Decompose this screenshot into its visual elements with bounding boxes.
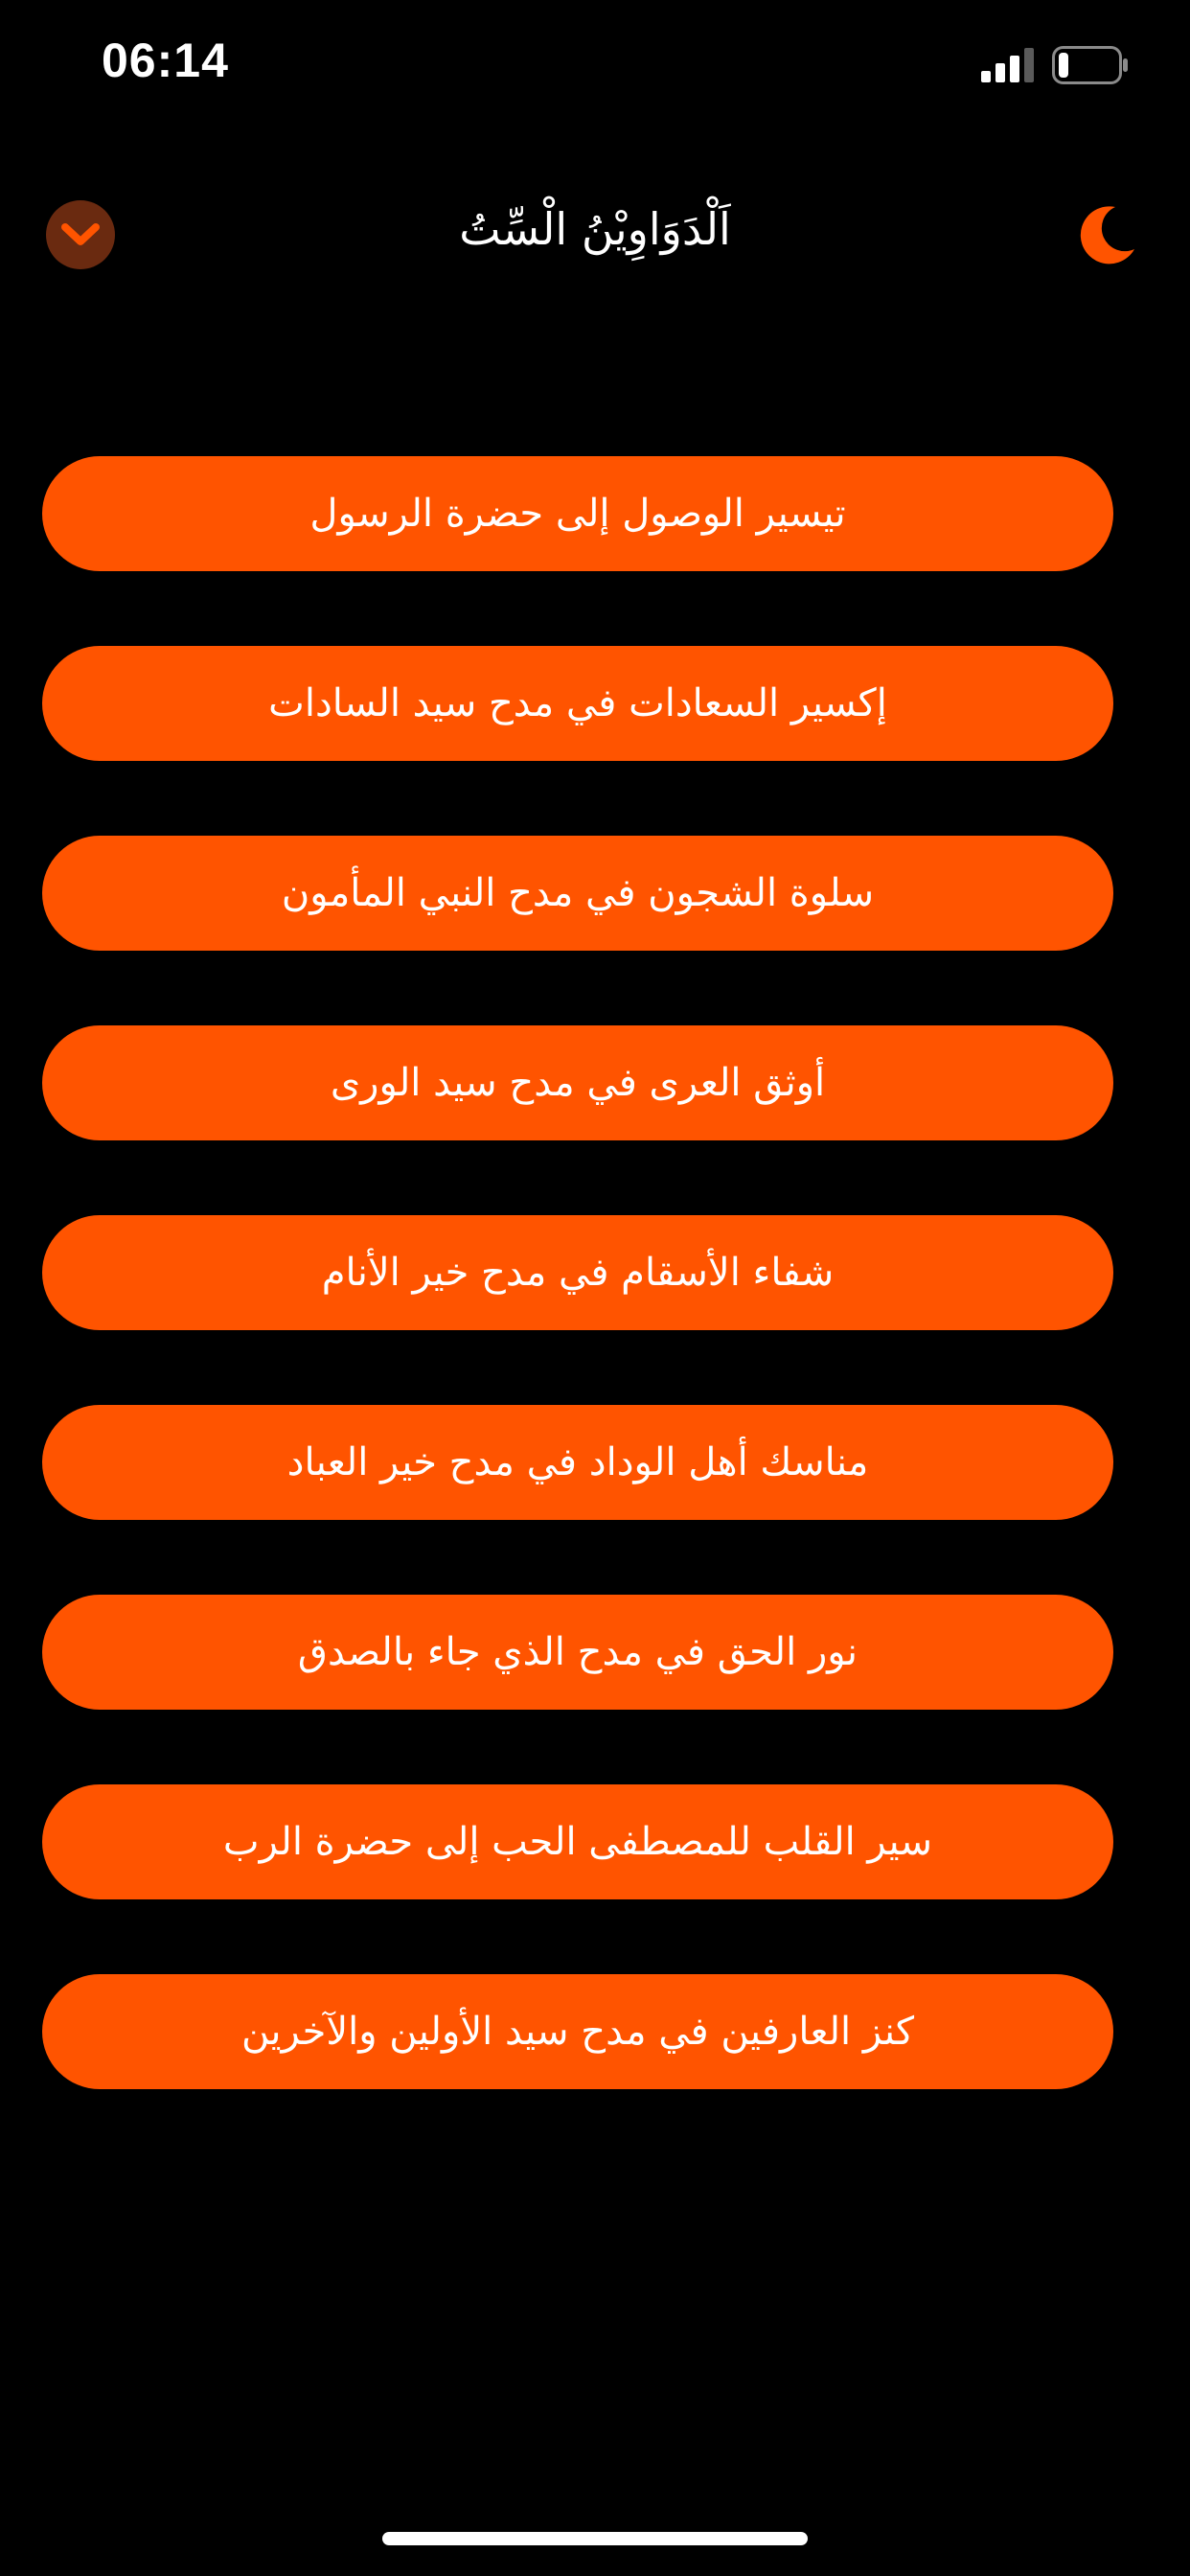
collapse-button[interactable] [46,200,115,269]
divan-label: شفاء الأسقام في مدح خير الأنام [321,1251,835,1295]
page-title: اَلْدَوَاوِيْنُ الْسِّتُ [459,203,731,255]
divan-label: تيسير الوصول إلى حضرة الرسول [309,492,846,536]
theme-toggle-button[interactable] [1073,201,1140,268]
divan-label: أوثق العرى في مدح سيد الورى [330,1061,826,1105]
moon-icon [1073,201,1140,268]
divan-label: نور الحق في مدح الذي جاء بالصدق [297,1630,858,1674]
divan-item[interactable] [42,1595,1113,1710]
divan-item[interactable] [42,1784,1113,1899]
status-bar [0,0,1190,129]
divan-label: مناسك أهل الوداد في مدح خير العباد [286,1440,869,1484]
divan-item[interactable] [42,456,1113,571]
header [0,182,1190,288]
cellular-signal-icon [981,48,1035,82]
divan-item[interactable] [42,1025,1113,1140]
divan-item[interactable] [42,1215,1113,1330]
divan-label: سلوة الشجون في مدح النبي المأمون [281,871,875,915]
divan-item[interactable] [42,1974,1113,2089]
divan-label: سير القلب للمصطفى الحب إلى حضرة الرب [222,1820,933,1864]
home-indicator[interactable] [382,2532,808,2545]
divan-label: كنز العارفين في مدح سيد الأولين والآخرين [240,2010,915,2054]
divan-item[interactable] [42,1405,1113,1520]
divan-item[interactable] [42,646,1113,761]
chevron-down-icon [59,220,102,249]
divan-list [42,456,1113,2164]
battery-icon [1052,46,1129,84]
divan-item[interactable] [42,836,1113,951]
status-time: 06:14 [102,34,229,87]
divan-label: إكسير السعادات في مدح سيد السادات [268,681,887,725]
